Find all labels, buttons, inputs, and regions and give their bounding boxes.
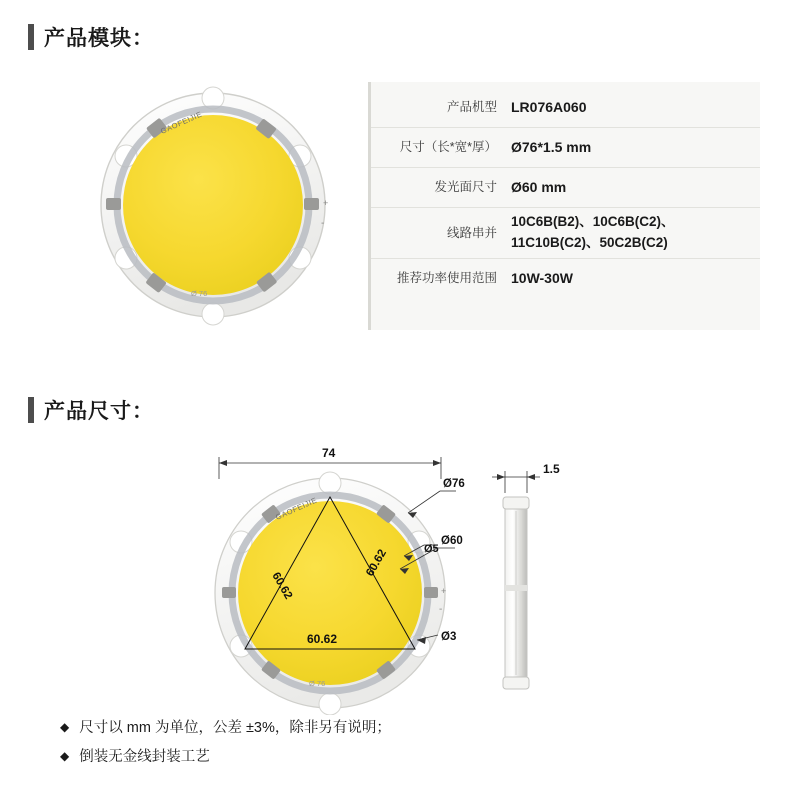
emitting-surface <box>123 115 303 295</box>
dim-label-emit-dia: Ø60 <box>441 535 463 547</box>
dim-label-outer-dia: Ø76 <box>443 478 465 490</box>
dim-label-triangle-bottom: 60.62 <box>307 632 338 646</box>
dim-label-thickness: 1.5 <box>543 462 560 476</box>
table-row <box>371 208 760 259</box>
spec-label: 产品机型 <box>446 100 497 115</box>
bullet-icon: ◆ <box>60 749 70 764</box>
dim-label-triangle-left: 60.62 <box>269 570 295 602</box>
section-header-module <box>28 22 154 52</box>
spec-label: 线路串并 <box>446 225 497 240</box>
photo-diameter-label: Ø 76 <box>191 289 208 298</box>
dim-label-width: 74 <box>322 446 336 460</box>
product-photo <box>88 78 338 328</box>
polarity-minus-label: - <box>321 218 325 229</box>
note-text: 尺寸以 mm 为单位，公差 ±3%，除非另有说明； <box>79 720 391 736</box>
polarity-minus-label: - <box>439 604 443 615</box>
spec-value: 10C6B(B2)、10C6B(C2)、11C10B(C2)、50C2B(C2) <box>511 214 675 250</box>
leader-outer-dia <box>408 491 456 518</box>
table-row <box>371 168 760 208</box>
dim-label-small-hole-dia: Ø3 <box>441 631 457 643</box>
section-accent-bar <box>28 397 34 423</box>
front-view <box>215 446 465 715</box>
list-item <box>60 747 740 767</box>
section-title-module: 产品模块： <box>44 27 154 50</box>
spec-value: LR076A060 <box>511 98 587 115</box>
spec-value: Ø76*1.5 mm <box>511 138 592 155</box>
table-row <box>371 88 760 128</box>
section-title-dimension: 产品尺寸： <box>44 400 154 423</box>
spec-label: 推荐功率使用范围 <box>396 271 497 286</box>
photo-brand-text: GAOFEIJIE <box>159 109 204 136</box>
spec-label: 尺寸（长*宽*厚） <box>399 140 497 155</box>
notes-list <box>60 718 740 777</box>
drawing-brand-text: GAOFEIJIE <box>274 495 319 522</box>
dimension-drawing <box>0 435 790 715</box>
bullet-icon: ◆ <box>60 720 70 734</box>
table-row <box>371 128 760 168</box>
dim-label-hole-dia: Ø5 <box>424 543 439 555</box>
drawing-bottom-diameter-label: Ø 76 <box>309 679 326 688</box>
spec-table <box>368 82 760 330</box>
polarity-plus-label: + <box>441 586 447 596</box>
spec-value: 10W-30W <box>511 270 573 286</box>
dim-label-triangle-right: 60.62 <box>364 547 389 579</box>
spec-label: 发光面尺寸 <box>434 180 497 195</box>
list-item <box>60 718 740 738</box>
spec-value: Ø60 mm <box>511 178 567 195</box>
side-view <box>492 462 560 689</box>
note-text: 倒装无金线封装工艺 <box>79 749 210 766</box>
polarity-plus-label: + <box>323 198 329 208</box>
section-header-dimension <box>28 395 154 425</box>
section-accent-bar <box>28 24 34 50</box>
dim-thickness <box>492 471 540 493</box>
table-row <box>371 259 760 299</box>
